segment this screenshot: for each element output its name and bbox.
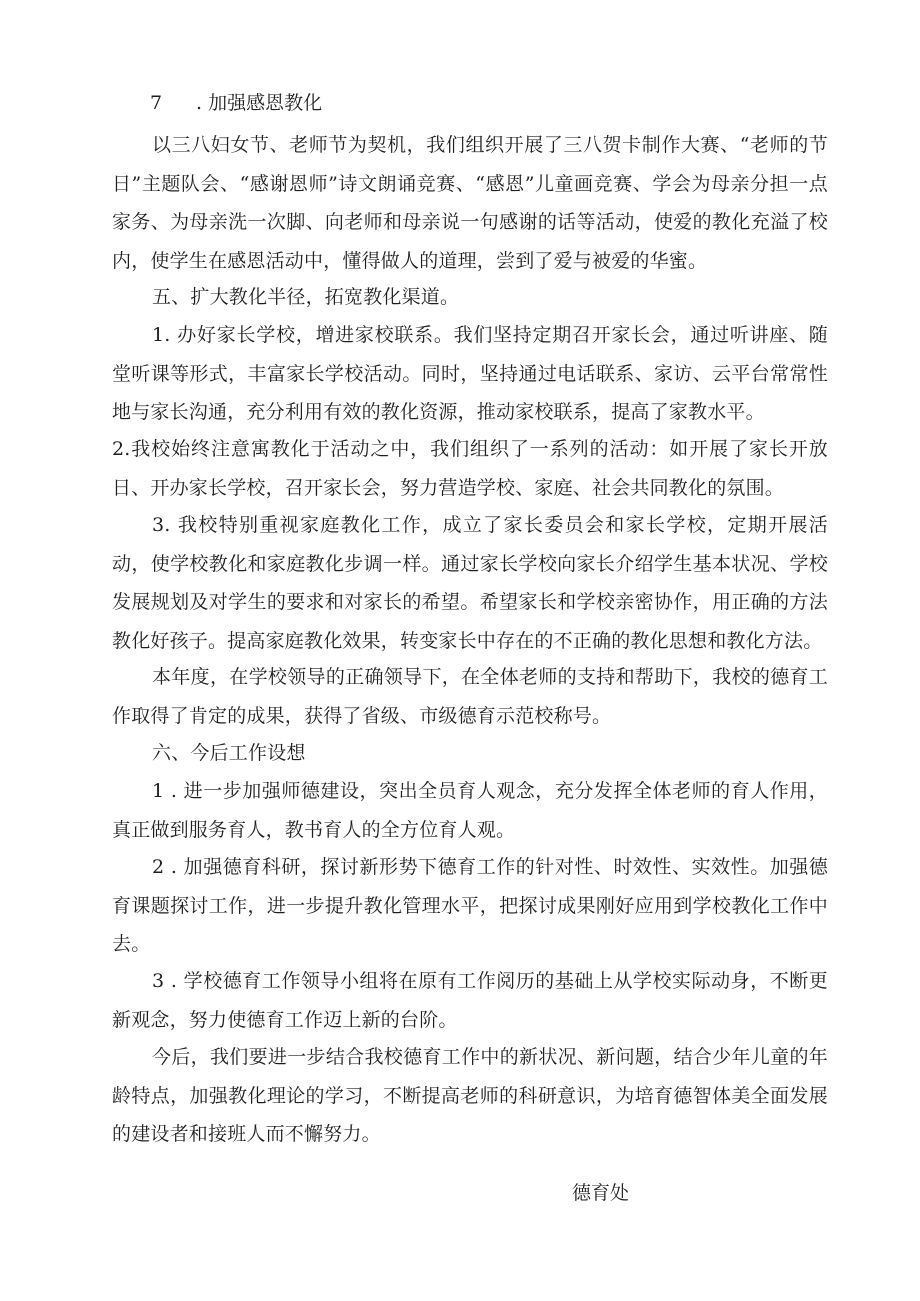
section-5-heading: 五、扩大教化半径，拓宽教化渠道。: [152, 286, 460, 308]
section-7-heading: [150, 84, 322, 123]
signature: 德育处: [572, 1182, 630, 1204]
section-6-heading: 六、今后工作设想: [152, 742, 306, 764]
paragraph-annual-results: 本年度，在学校领导的正确领导下，在全体老师的支持和帮助下，我校的德育工作取得了肯定的成果，获得了省级、市级德育示范校称号。: [112, 666, 828, 727]
paragraph-parent-school: 1. 办好家长学校，增进家校联系。我们坚持定期召开家长会，通过听讲座、随堂听课等形式，丰富家长学校活动。同时，坚持通过电话联系、家访、云平台常常性地与家长沟通，充分利用有效的教化资源，推动家校联系，提高了家教水平。: [112, 324, 828, 423]
section-7-title: . 加强感恩教化: [196, 92, 323, 114]
section-7-number: 7: [150, 92, 163, 114]
paragraph-gratitude-activities: 以三八妇女节、老师节为契机，我们组织开展了三八贺卡制作大赛、“老师的节日”主题队会、“感谢恩师”诗文朗诵竞赛、“感恩”儿童画竞赛、学会为母亲分担一点家务、为母亲洗一次脚、向老师和母亲说一句感谢的话等活动，使爱的教化充溢了校内，使学生在感恩活动中，懂得做人的道理，尝到了爱与被爱的华蜜。: [112, 134, 828, 272]
paragraph-family-education: 3. 我校特别重视家庭教化工作，成立了家长委员会和家长学校，定期开展活动，使学校教化和家庭教化步调一样。通过家长学校向家长介绍学生基本状况、学校发展规划及对学生的要求和对家长的希望。希望家长和学校亲密协作，用正确的方法教化好孩子。提高家庭教化效果，转变家长中存在的不正确的教化思想和教化方法。: [112, 514, 828, 652]
paragraph-plan-3: 3 . 学校德育工作领导小组将在原有工作阅历的基础上从学校实际动身，不断更新观念，努力使德育工作迈上新的台阶。: [112, 970, 828, 1031]
paragraph-plan-1: 1 . 进一步加强师德建设，突出全员育人观念，充分发挥全体老师的育人作用，真正做到服务育人，教书育人的全方位育人观。: [112, 780, 828, 841]
paragraph-conclusion: 今后，我们要进一步结合我校德育工作中的新状况、新问题，结合少年儿童的年龄特点，加强教化理论的学习，不断提高老师的科研意识，为培育德智体美全面发展的建设者和接班人而不懈努力。: [112, 1046, 828, 1145]
paragraph-plan-2: 2 . 加强德育科研，探讨新形势下德育工作的针对性、时效性、实效性。加强德育课题探讨工作，进一步提升教化管理水平，把探讨成果刚好应用到学校教化工作中去。: [112, 856, 828, 955]
paragraph-activities: 2.我校始终注意寓教化于活动之中，我们组织了一系列的活动：如开展了家长开放日、开办家长学校，召开家长会，努力营造学校、家庭、社会共同教化的氛围。: [112, 438, 828, 499]
